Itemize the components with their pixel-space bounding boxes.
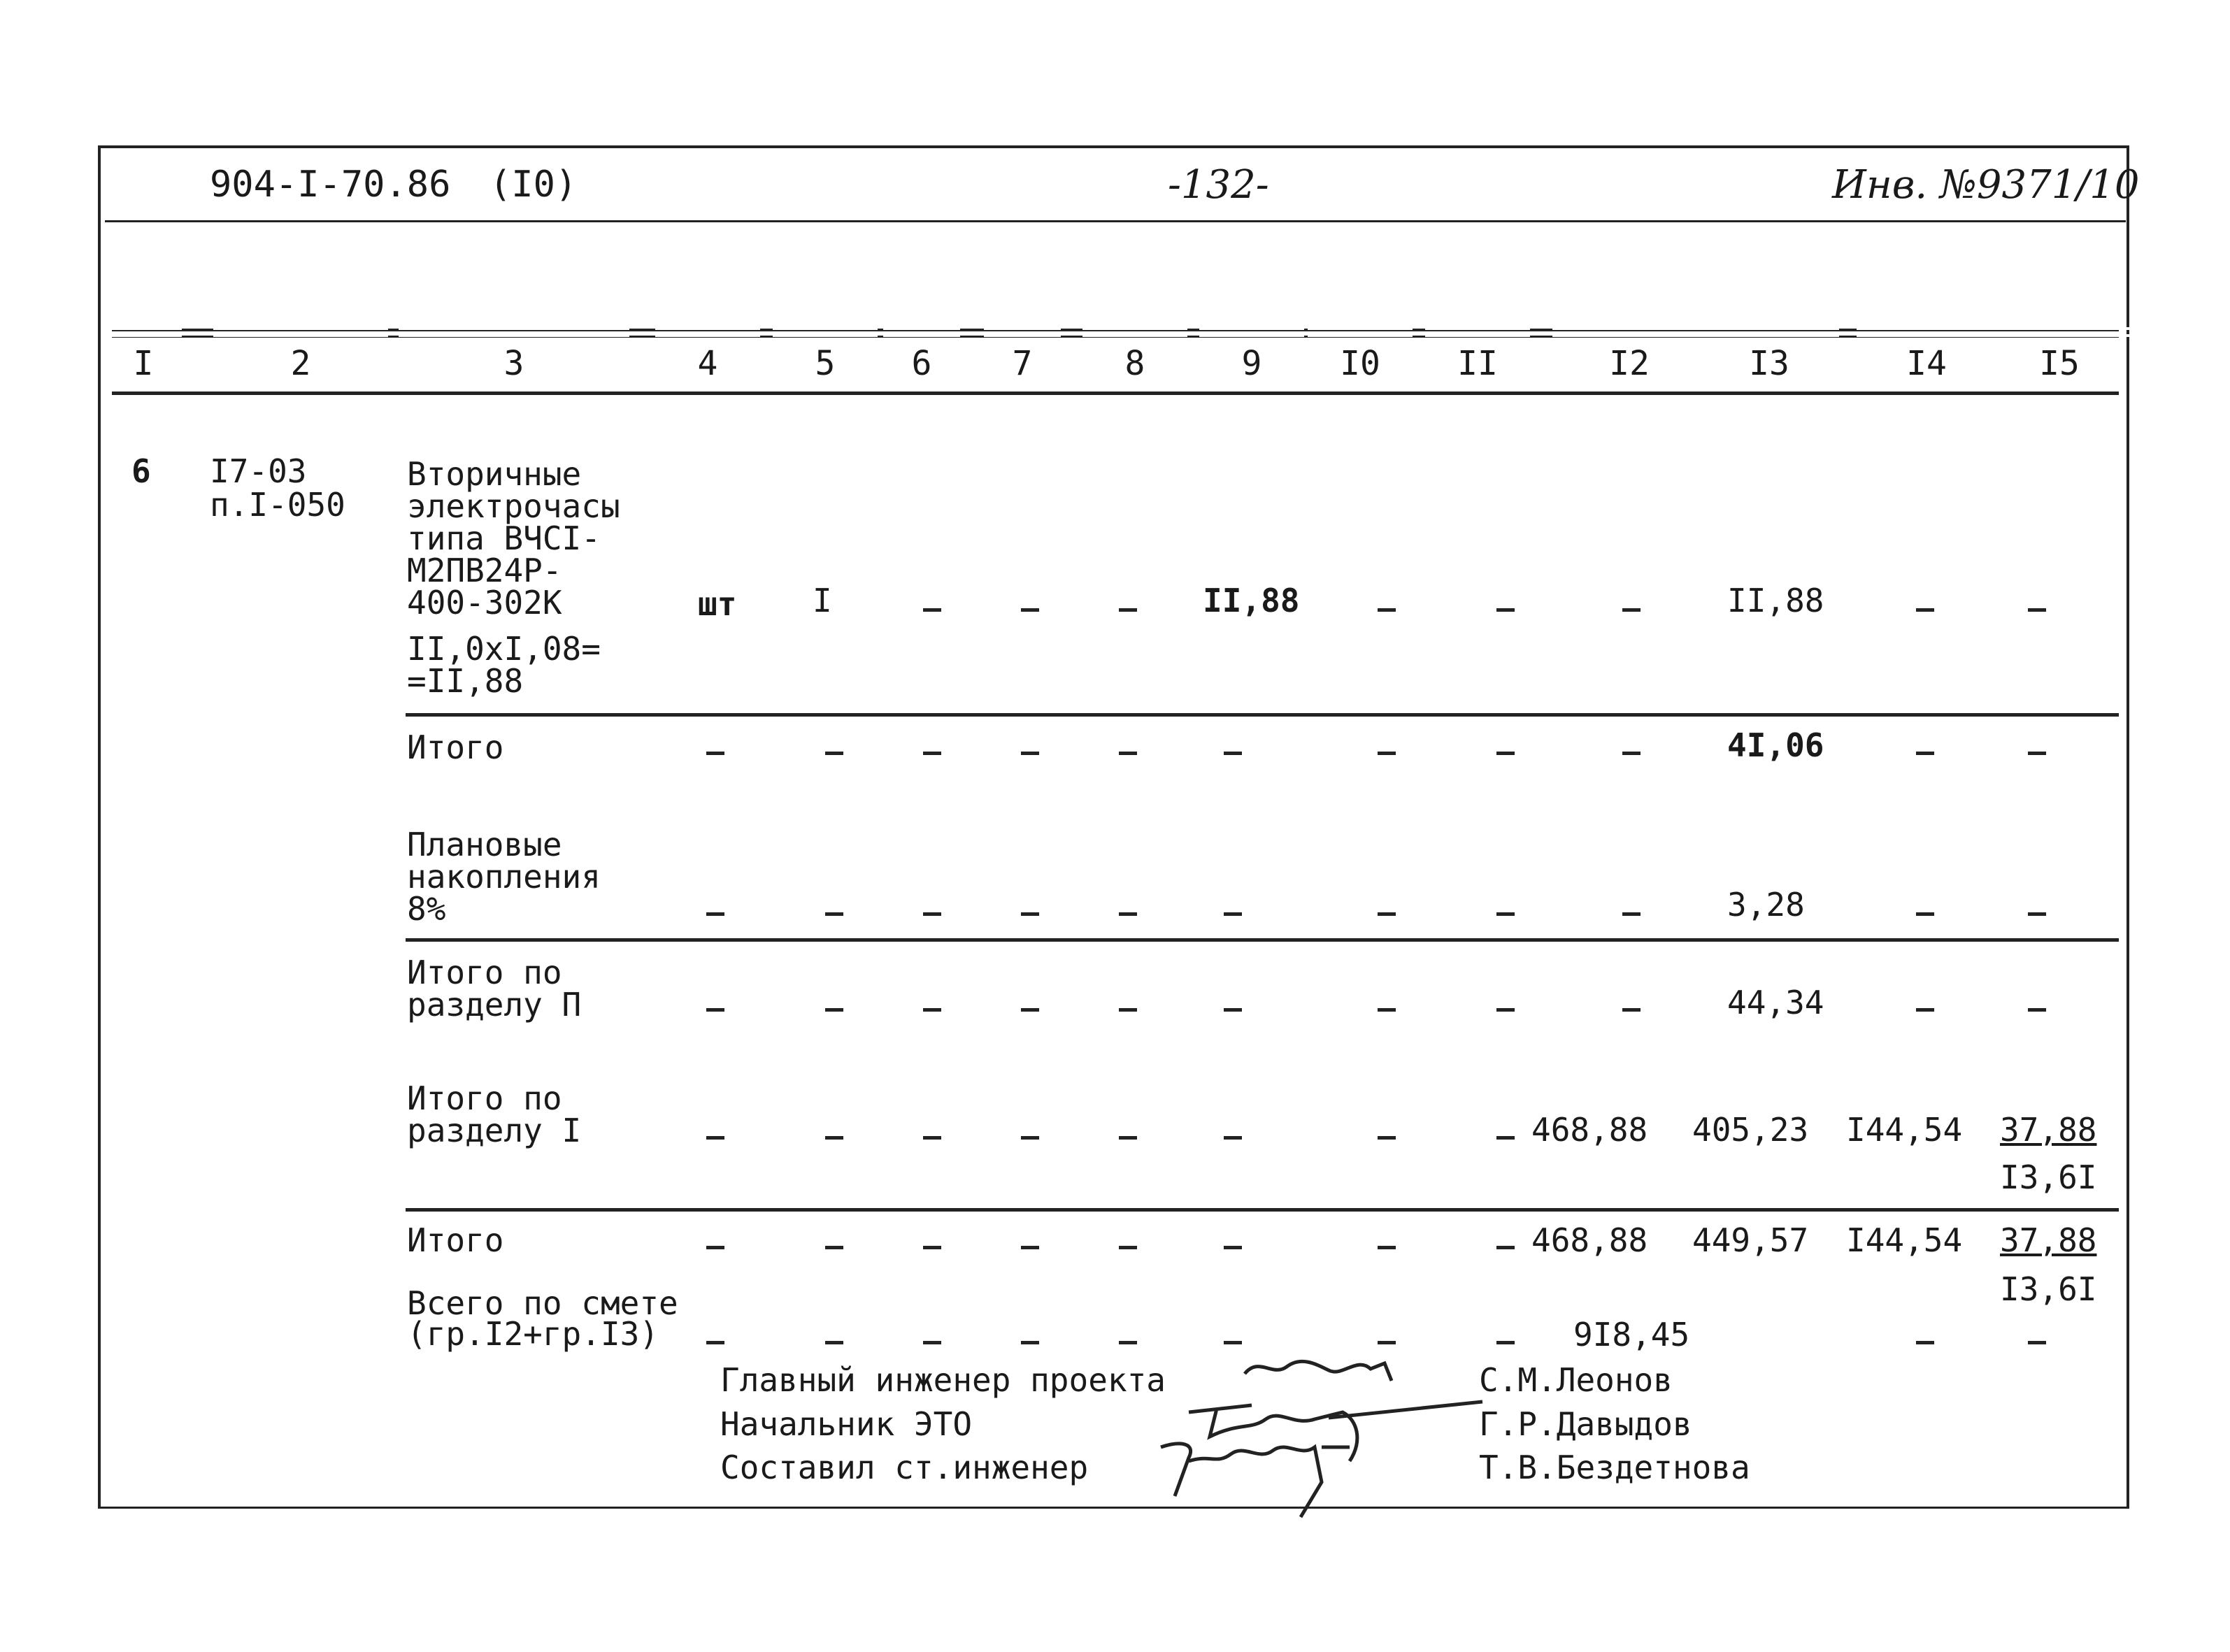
empty-cell-dash (1622, 608, 1641, 612)
empty-cell-dash (1119, 1136, 1137, 1140)
empty-cell-dash (706, 1136, 724, 1140)
itogo2-col12: 468,88 (1531, 1221, 1648, 1259)
frame-right-line (2127, 145, 2129, 1509)
column-number-15: I5 (2039, 344, 2080, 383)
item-number: 6 (131, 452, 151, 490)
empty-cell-dash (1021, 1246, 1039, 1249)
empty-cell-dash (1496, 1008, 1515, 1012)
empty-cell-dash (1496, 1136, 1515, 1140)
empty-cell-dash (706, 1341, 724, 1344)
empty-cell-dash (923, 1008, 941, 1012)
razdel2-label: Итого по разделу П (407, 954, 582, 1023)
column-rule (399, 327, 629, 330)
empty-cell-dash (1224, 1136, 1242, 1140)
header-separator-line (105, 220, 2126, 222)
column-rule (1989, 327, 2129, 330)
frame-left-line (98, 145, 101, 1509)
item-description: Вторичные электрочасы типа ВЧСI- М2ПВ24Р- 400-302К (407, 455, 620, 622)
column-number-10: I0 (1340, 344, 1380, 383)
column-rule (1082, 327, 1187, 330)
column-rule (1989, 334, 2129, 337)
item-qty: I (813, 582, 832, 619)
column-number-14: I4 (1906, 344, 1947, 383)
sig-name-3: Т.В.Бездетнова (1479, 1449, 1750, 1486)
doc-code: 904-I-70.86 (210, 164, 451, 206)
column-rule (1699, 327, 1839, 330)
empty-cell-dash (2028, 752, 2046, 755)
empty-cell-dash (1496, 1341, 1515, 1344)
empty-cell-dash (1224, 1341, 1242, 1344)
handwritten-signatures (1133, 1342, 1496, 1524)
column-rule (105, 327, 182, 330)
empty-cell-dash (1119, 1341, 1137, 1344)
empty-cell-dash (706, 1008, 724, 1012)
empty-cell-dash (1119, 752, 1137, 755)
frame-top-line (98, 145, 2129, 148)
empty-cell-dash (1021, 752, 1039, 755)
column-rule (1199, 327, 1304, 330)
empty-cell-dash (1224, 1246, 1242, 1249)
empty-cell-dash (1916, 1008, 1934, 1012)
empty-cell-dash (1496, 752, 1515, 755)
row-separator-1 (406, 713, 2119, 717)
column-rule (655, 327, 760, 330)
item-calculation: II,0xI,08= =II,88 (407, 630, 601, 700)
column-rule (213, 334, 388, 337)
column-number-8: 8 (1124, 344, 1145, 383)
empty-cell-dash (1021, 1136, 1039, 1140)
column-number-4: 4 (697, 344, 718, 383)
item-code: I7-03 п.I-050 (210, 452, 345, 524)
itogo2-label: Итого (407, 1221, 504, 1259)
empty-cell-dash (1021, 1008, 1039, 1012)
column-number-12: I2 (1609, 344, 1650, 383)
empty-cell-dash (1224, 752, 1242, 755)
razdel1-col15-top: 37,88 (2000, 1111, 2097, 1149)
empty-cell-dash (1496, 1246, 1515, 1249)
razdel1-col15-bottom: I3,6I (2000, 1158, 2097, 1196)
empty-cell-dash (825, 1008, 843, 1012)
empty-cell-dash (825, 1136, 843, 1140)
empty-cell-dash (1378, 1136, 1396, 1140)
empty-cell-dash (923, 752, 941, 755)
empty-cell-dash (1378, 608, 1396, 612)
row-separator-3 (406, 1208, 2119, 1212)
itogo-label: Итого (407, 728, 504, 766)
empty-cell-dash (2028, 608, 2046, 612)
vsego-label: Всего по смете (гр.I2+гр.I3) (407, 1284, 678, 1353)
empty-cell-dash (1916, 608, 1934, 612)
column-number-6: 6 (911, 344, 932, 383)
column-rule (1552, 327, 1706, 330)
empty-cell-dash (1021, 912, 1039, 916)
empty-cell-dash (1021, 1341, 1039, 1344)
empty-cell-dash (1496, 608, 1515, 612)
column-rule (773, 334, 878, 337)
empty-cell-dash (1378, 1341, 1396, 1344)
column-number-11: II (1457, 344, 1498, 383)
column-number-2: 2 (290, 344, 311, 383)
sig-name-2: Г.Р.Давыдов (1479, 1405, 1692, 1443)
empty-cell-dash (1378, 912, 1396, 916)
empty-cell-dash (825, 1341, 843, 1344)
columns-bottom-line (112, 392, 2119, 395)
razdel1-label: Итого по разделу I (407, 1079, 582, 1149)
empty-cell-dash (1378, 1246, 1396, 1249)
razdel1-col14: I44,54 (1846, 1111, 1963, 1149)
sig-role-3: Составил ст.инженер (720, 1449, 1089, 1486)
empty-cell-dash (1021, 608, 1039, 612)
column-rule (1308, 334, 1413, 337)
column-rule (1082, 334, 1187, 337)
plan-col13: 3,28 (1727, 886, 1805, 924)
item-col13: II,88 (1727, 582, 1824, 619)
razdel1-col13: 405,23 (1692, 1111, 1809, 1149)
column-number-13: I3 (1749, 344, 1789, 383)
itogo2-col15-bottom: I3,6I (2000, 1270, 2097, 1308)
column-rule (1199, 334, 1304, 337)
column-number-3: 3 (503, 344, 524, 383)
empty-cell-dash (923, 1341, 941, 1344)
empty-cell-dash (1119, 912, 1137, 916)
itogo2-col15-top: 37,88 (2000, 1221, 2097, 1259)
item-col9: II,88 (1203, 582, 1300, 619)
column-rule (984, 334, 1061, 337)
column-number-9: 9 (1241, 344, 1262, 383)
column-rule (1857, 327, 1996, 330)
empty-cell-dash (1622, 912, 1641, 916)
column-number-5: 5 (815, 344, 836, 383)
empty-cell-dash (1224, 912, 1242, 916)
column-rule (883, 334, 960, 337)
empty-cell-dash (2028, 1008, 2046, 1012)
column-rule (1857, 334, 1996, 337)
empty-cell-dash (1119, 1246, 1137, 1249)
empty-cell-dash (1916, 752, 1934, 755)
sig-role-2: Начальник ЭТО (720, 1405, 973, 1443)
column-rule (213, 327, 388, 330)
column-rule (399, 334, 629, 337)
column-rule (1308, 327, 1413, 330)
column-rule (773, 327, 878, 330)
empty-cell-dash (825, 752, 843, 755)
empty-cell-dash (1378, 1008, 1396, 1012)
empty-cell-dash (1378, 752, 1396, 755)
empty-cell-dash (923, 1136, 941, 1140)
empty-cell-dash (2028, 912, 2046, 916)
column-rule (655, 334, 760, 337)
row-separator-2 (406, 938, 2119, 942)
empty-cell-dash (1622, 752, 1641, 755)
empty-cell-dash (1916, 912, 1934, 916)
sig-name-1: С.М.Леонов (1479, 1361, 1673, 1399)
itogo2-col13: 449,57 (1692, 1221, 1809, 1259)
razdel1-col12: 468,88 (1531, 1111, 1648, 1149)
empty-cell-dash (2028, 1341, 2046, 1344)
itogo2-col14: I44,54 (1846, 1221, 1963, 1259)
empty-cell-dash (1119, 608, 1137, 612)
empty-cell-dash (1496, 912, 1515, 916)
razdel2-col13: 44,34 (1727, 984, 1824, 1021)
empty-cell-dash (825, 912, 843, 916)
empty-cell-dash (706, 752, 724, 755)
empty-cell-dash (923, 1246, 941, 1249)
sig-role-1: Главный инженер проекта (720, 1361, 1166, 1399)
empty-cell-dash (706, 912, 724, 916)
plan-label: Плановые накопления 8% (407, 826, 601, 928)
empty-cell-dash (1916, 1341, 1934, 1344)
inventory-number: Инв. №9371/10 (1832, 162, 2140, 208)
column-rule (984, 327, 1061, 330)
empty-cell-dash (706, 1246, 724, 1249)
page-number: -132- (1168, 162, 1269, 208)
column-rule (1425, 327, 1530, 330)
itogo-col13: 4I,06 (1727, 726, 1824, 764)
frame-bottom-line (98, 1507, 2129, 1509)
column-rule (105, 334, 182, 337)
empty-cell-dash (825, 1246, 843, 1249)
column-number-7: 7 (1012, 344, 1033, 383)
column-rule (1425, 334, 1530, 337)
column-rule (883, 327, 960, 330)
empty-cell-dash (1119, 1008, 1137, 1012)
column-rule (1552, 334, 1706, 337)
item-unit: шт (698, 585, 737, 623)
empty-cell-dash (1224, 1008, 1242, 1012)
column-rule (1699, 334, 1839, 337)
column-number-1: I (133, 344, 154, 383)
vsego-col12: 9I8,45 (1573, 1316, 1690, 1353)
sheet-number: (I0) (489, 164, 578, 206)
empty-cell-dash (1622, 1008, 1641, 1012)
empty-cell-dash (923, 912, 941, 916)
empty-cell-dash (923, 608, 941, 612)
